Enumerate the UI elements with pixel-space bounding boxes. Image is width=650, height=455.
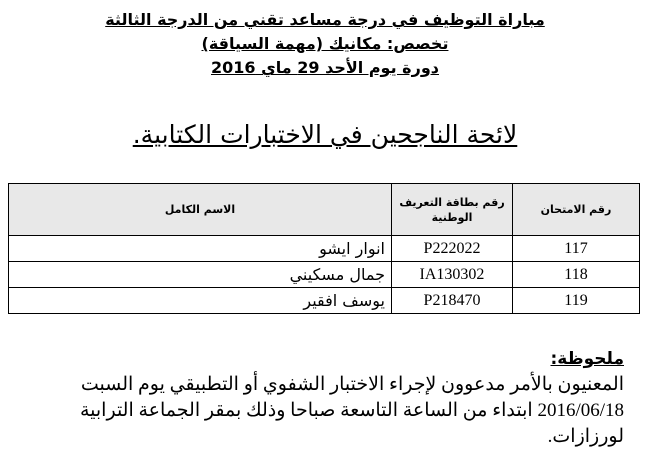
note-label: ملحوظة:: [550, 349, 624, 369]
cin-cell: P222022: [392, 236, 513, 262]
full-name-cell: انوار ايشو: [9, 236, 392, 262]
table-row: [9, 288, 640, 314]
announcement-header: [0, 8, 650, 80]
header-cin: رقم بطاقة التعريف الوطنية: [392, 184, 513, 236]
exam-title: مباراة التوظيف في درجة مساعد تقني من الدرجة الثالثة: [105, 10, 545, 29]
header-full-name: الاسم الكامل: [9, 184, 392, 236]
header-exam-number: رقم الامتحان: [513, 184, 640, 236]
cin-cell: IA130302: [392, 262, 513, 288]
specialty: تخصص: مكانيك (مهمة السياقة): [201, 34, 449, 53]
cin-cell: P218470: [392, 288, 513, 314]
list-title: لائحة الناجحين في الاختبارات الكتابية.: [132, 120, 518, 149]
full-name-cell: يوسف افقير: [9, 288, 392, 314]
full-name-cell: جمال مسكيني: [9, 262, 392, 288]
exam-number-cell: 117: [513, 236, 640, 262]
exam-number-cell: 118: [513, 262, 640, 288]
note-line: 2016/06/18 ابتداء من الساعة التاسعة صباحا وذلك بمقر الجماعة الترابية: [79, 400, 624, 421]
exam-number-cell: 119: [513, 288, 640, 314]
results-table: [8, 183, 640, 314]
note-line: المعنيون بالأمر مدعوون لإجراء الاختبار الشفوي أو التطبيقي يوم السبت: [80, 374, 624, 395]
note-line: لورزازات.: [547, 426, 624, 447]
table-header-row: [9, 184, 640, 236]
session-date: دورة يوم الأحد 29 ماي 2016: [211, 58, 439, 77]
note-body: [24, 372, 624, 450]
table-row: [9, 236, 640, 262]
table-row: [9, 262, 640, 288]
